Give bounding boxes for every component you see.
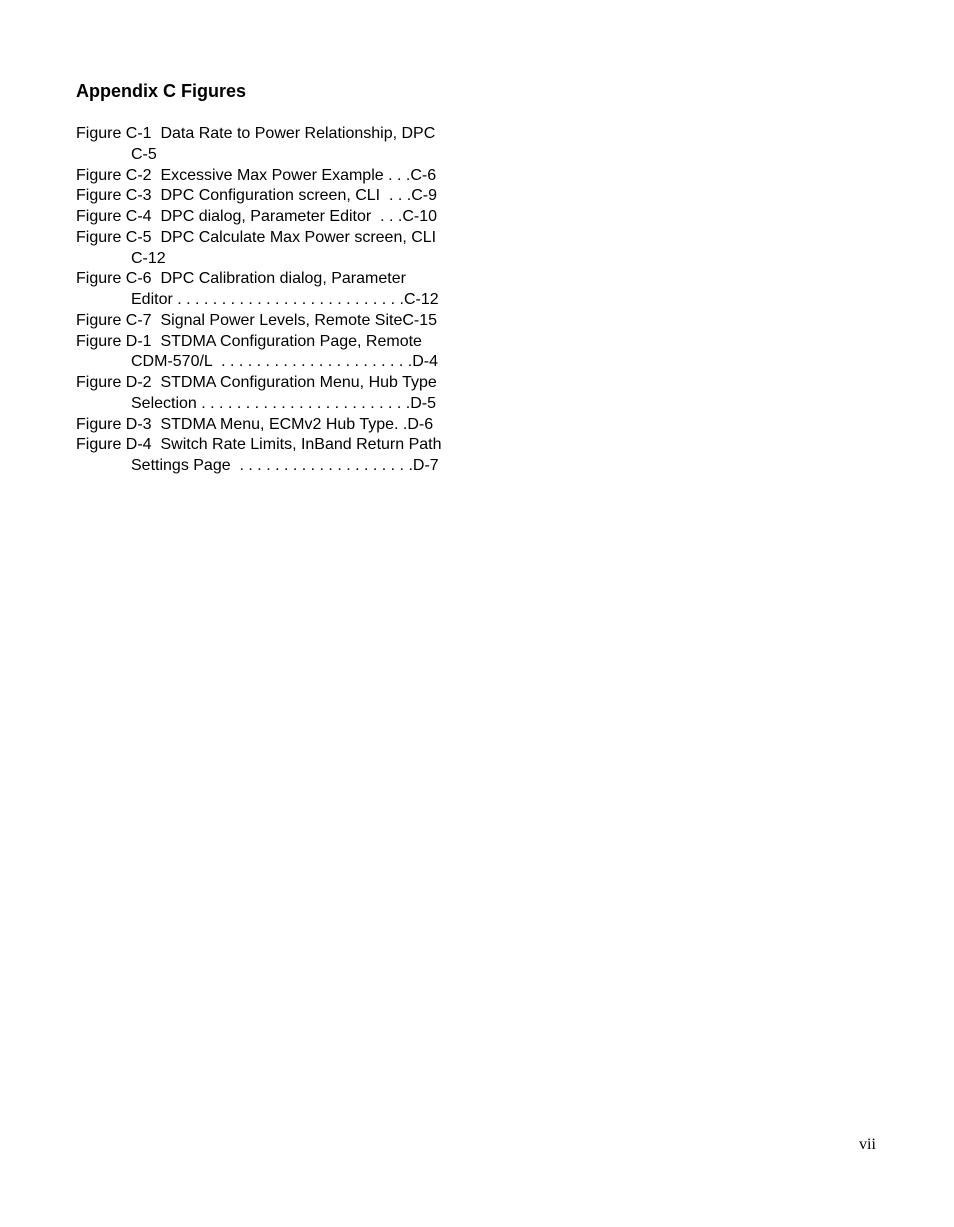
figure-entry-c5[interactable]: Figure C-5 DPC Calculate Max Power screen, CLI bbox=[76, 228, 437, 246]
figure-entry-d1-continued[interactable]: CDM-570/L . . . . . . . . . . . . . . . . . . . . . .D-4 bbox=[131, 353, 439, 371]
figure-list bbox=[76, 124, 466, 477]
figure-entry-c6-continued[interactable]: Editor . . . . . . . . . . . . . . . . . . . . . . . . . .C-12 bbox=[131, 291, 439, 308]
figure-entry-c4[interactable]: Figure C-4 DPC dialog, Parameter Editor . . .C-10 bbox=[76, 208, 438, 225]
figure-entry-c5-page[interactable]: C-12 bbox=[131, 249, 166, 267]
figure-entry-d1[interactable]: Figure D-1 STDMA Configuration Page, Remote bbox=[76, 332, 422, 350]
figure-entry-d4-continued[interactable]: Settings Page . . . . . . . . . . . . . . . . . . . .D-7 bbox=[131, 457, 439, 474]
figure-entry-c3[interactable]: Figure C-3 DPC Configuration screen, CLI . . .C-9 bbox=[76, 187, 438, 205]
figure-entry-c2[interactable]: Figure C-2 Excessive Max Power Example . . .C-6 bbox=[76, 166, 437, 184]
figure-entry-d4[interactable]: Figure D-4 Switch Rate Limits, InBand Return Path bbox=[76, 436, 442, 454]
page-number: vii bbox=[859, 1136, 876, 1153]
figure-entry-c1[interactable]: Figure C-1 Data Rate to Power Relationship, DPC bbox=[76, 125, 436, 142]
figure-entry-c1-page[interactable]: C-5 bbox=[131, 145, 157, 163]
section-title: Appendix C Figures bbox=[76, 81, 247, 101]
figure-entry-c7[interactable]: Figure C-7 Signal Power Levels, Remote SiteC-15 bbox=[76, 311, 438, 329]
figure-entry-d3[interactable]: Figure D-3 STDMA Menu, ECMv2 Hub Type. .D-6 bbox=[76, 415, 434, 433]
figure-entry-d2[interactable]: Figure D-2 STDMA Configuration Menu, Hub Type bbox=[76, 374, 437, 391]
figure-entry-c6[interactable]: Figure C-6 DPC Calibration dialog, Parameter bbox=[76, 270, 406, 288]
figure-entry-d2-continued[interactable]: Selection . . . . . . . . . . . . . . . . . . . . . . . .D-5 bbox=[131, 394, 436, 412]
